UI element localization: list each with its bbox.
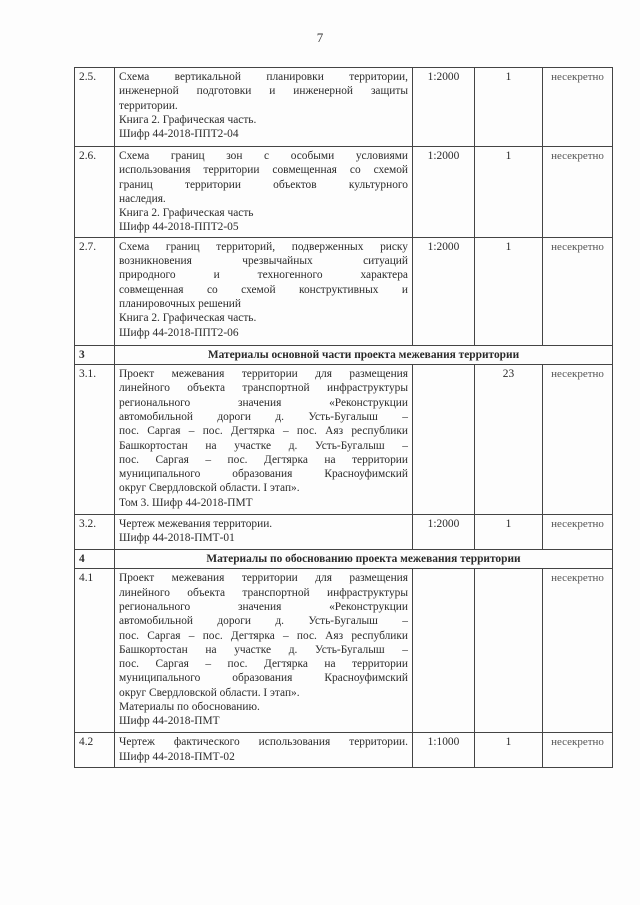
secrecy-cell: несекретно: [543, 515, 613, 550]
title-line: использования территории совмещенная со схемой: [119, 164, 408, 177]
row-number: 4.2: [75, 733, 115, 768]
title-line: Шифр 44-2018-ППТ2-05: [119, 221, 239, 234]
title-line: совмещенная со схемой конструктивных и: [119, 283, 408, 296]
title-line: округ Свердловской области. I этап».: [119, 482, 300, 495]
title-line: Материалы по обоснованию.: [119, 701, 260, 714]
document-title: [115, 733, 413, 768]
title-line: Схема границ территорий, подверженных риску: [119, 240, 408, 253]
section-number: 4: [75, 550, 115, 569]
quantity-cell: [475, 569, 543, 733]
document-title: [115, 147, 413, 238]
title-line: Башкортостан на участке д. Усть-Бугалыш –: [119, 439, 408, 452]
section-number: 3: [75, 345, 115, 364]
secrecy-cell: несекретно: [543, 237, 613, 345]
scale-cell: [413, 365, 475, 515]
page-number: 7: [316, 30, 324, 45]
secrecy-cell: несекретно: [543, 733, 613, 768]
secrecy-cell: несекретно: [543, 365, 613, 515]
document-title: [115, 569, 413, 733]
secrecy-cell: несекретно: [543, 147, 613, 238]
title-line: Книга 2. Графическая часть.: [119, 113, 257, 126]
title-line: пос. Саргая – пос. Дегтярка на территории: [119, 658, 408, 671]
secrecy-cell: несекретно: [543, 569, 613, 733]
scale-cell: 1:2000: [413, 515, 475, 550]
quantity-cell: 1: [475, 68, 543, 147]
document-title: [115, 515, 413, 550]
title-line: линейного объекта транспортной инфраструктуры: [119, 586, 408, 599]
title-line: Шифр 44-2018-ПМТ: [119, 715, 220, 728]
row-number: 2.7.: [75, 237, 115, 345]
title-line: автомобильной дороги д. Усть-Бугалыш –: [119, 615, 408, 628]
title-line: округ Свердловской области. I этап».: [119, 686, 300, 699]
title-line: автомобильной дороги д. Усть-Бугалыш –: [119, 410, 408, 423]
secrecy-cell: несекретно: [543, 68, 613, 147]
scale-cell: 1:2000: [413, 68, 475, 147]
title-line: инженерной подготовки и инженерной защиты: [119, 85, 408, 98]
title-line: границ территории объектов культурного: [119, 178, 408, 191]
title-line: Шифр 44-2018-ППТ2-06: [119, 326, 239, 339]
title-line: Чертеж фактического использования территории.: [119, 736, 408, 749]
title-line: Проект межевания территории для размещения: [119, 572, 408, 585]
document-title: [115, 237, 413, 345]
title-line: муниципального образования Красноуфимский: [119, 468, 408, 481]
documents-table-body: [75, 68, 613, 768]
title-line: регионального значения «Реконструкции: [119, 396, 408, 409]
section-title: Материалы основной части проекта межевания территории: [115, 345, 613, 364]
title-line: пос. Саргая – пос. Дегтярка – пос. Аяз республики: [119, 629, 408, 642]
title-line: Башкортостан на участке д. Усть-Бугалыш –: [119, 643, 408, 656]
table-row-4-1: [75, 569, 613, 733]
quantity-cell: 1: [475, 237, 543, 345]
scale-cell: 1:2000: [413, 147, 475, 238]
scale-cell: 1:2000: [413, 237, 475, 345]
row-number: 2.5.: [75, 68, 115, 147]
title-line: Том 3. Шифр 44-2018-ПМТ: [119, 496, 253, 509]
title-line: Схема границ зон с особыми условиями: [119, 150, 408, 162]
title-line: природного и техногенного характера: [119, 269, 408, 282]
table-row-2-5: [75, 68, 613, 147]
title-line: Схема вертикальной планировки территории,: [119, 71, 408, 83]
table-row-4-2: [75, 733, 613, 768]
row-number: 3.2.: [75, 515, 115, 550]
title-line: Шифр 44-2018-ПМТ-02: [119, 750, 235, 763]
title-line: Проект межевания территории для размещения: [119, 368, 408, 381]
title-line: линейного объекта транспортной инфраструктуры: [119, 382, 408, 395]
documents-table: [74, 67, 613, 768]
title-line: Шифр 44-2018-ПМТ-01: [119, 532, 235, 545]
title-line: планировочных решений: [119, 297, 242, 310]
table-row-2-6: [75, 147, 613, 238]
document-title: [115, 68, 413, 147]
title-line: Книга 2. Графическая часть.: [119, 312, 257, 325]
title-line: пос. Саргая – пос. Дегтярка на территории: [119, 453, 408, 466]
document-title: [115, 365, 413, 515]
title-line: возникновения чрезвычайных ситуаций: [119, 255, 408, 268]
title-line: муниципального образования Красноуфимский: [119, 672, 408, 685]
title-line: регионального значения «Реконструкции: [119, 600, 408, 613]
quantity-cell: 1: [475, 147, 543, 238]
title-line: Шифр 44-2018-ППТ2-04: [119, 128, 239, 141]
title-line: территории.: [119, 99, 178, 112]
table-row-3-1: [75, 365, 613, 515]
title-line: пос. Саргая – пос. Дегтярка – пос. Аяз республики: [119, 425, 408, 438]
row-number: 3.1.: [75, 365, 115, 515]
section-row-4: [75, 550, 613, 569]
quantity-cell: 1: [475, 733, 543, 768]
title-line: Книга 2. Графическая часть: [119, 207, 254, 220]
scale-cell: 1:1000: [413, 733, 475, 768]
section-row-3: [75, 345, 613, 364]
title-line: наследия.: [119, 192, 166, 205]
quantity-cell: 23: [475, 365, 543, 515]
table-row-3-2: [75, 515, 613, 550]
row-number: 4.1: [75, 569, 115, 733]
quantity-cell: 1: [475, 515, 543, 550]
row-number: 2.6.: [75, 147, 115, 238]
table-row-2-7: [75, 237, 613, 345]
title-line: Чертеж межевания территории.: [119, 518, 273, 531]
section-title: Материалы по обоснованию проекта межевания территории: [115, 550, 613, 569]
scale-cell: [413, 569, 475, 733]
